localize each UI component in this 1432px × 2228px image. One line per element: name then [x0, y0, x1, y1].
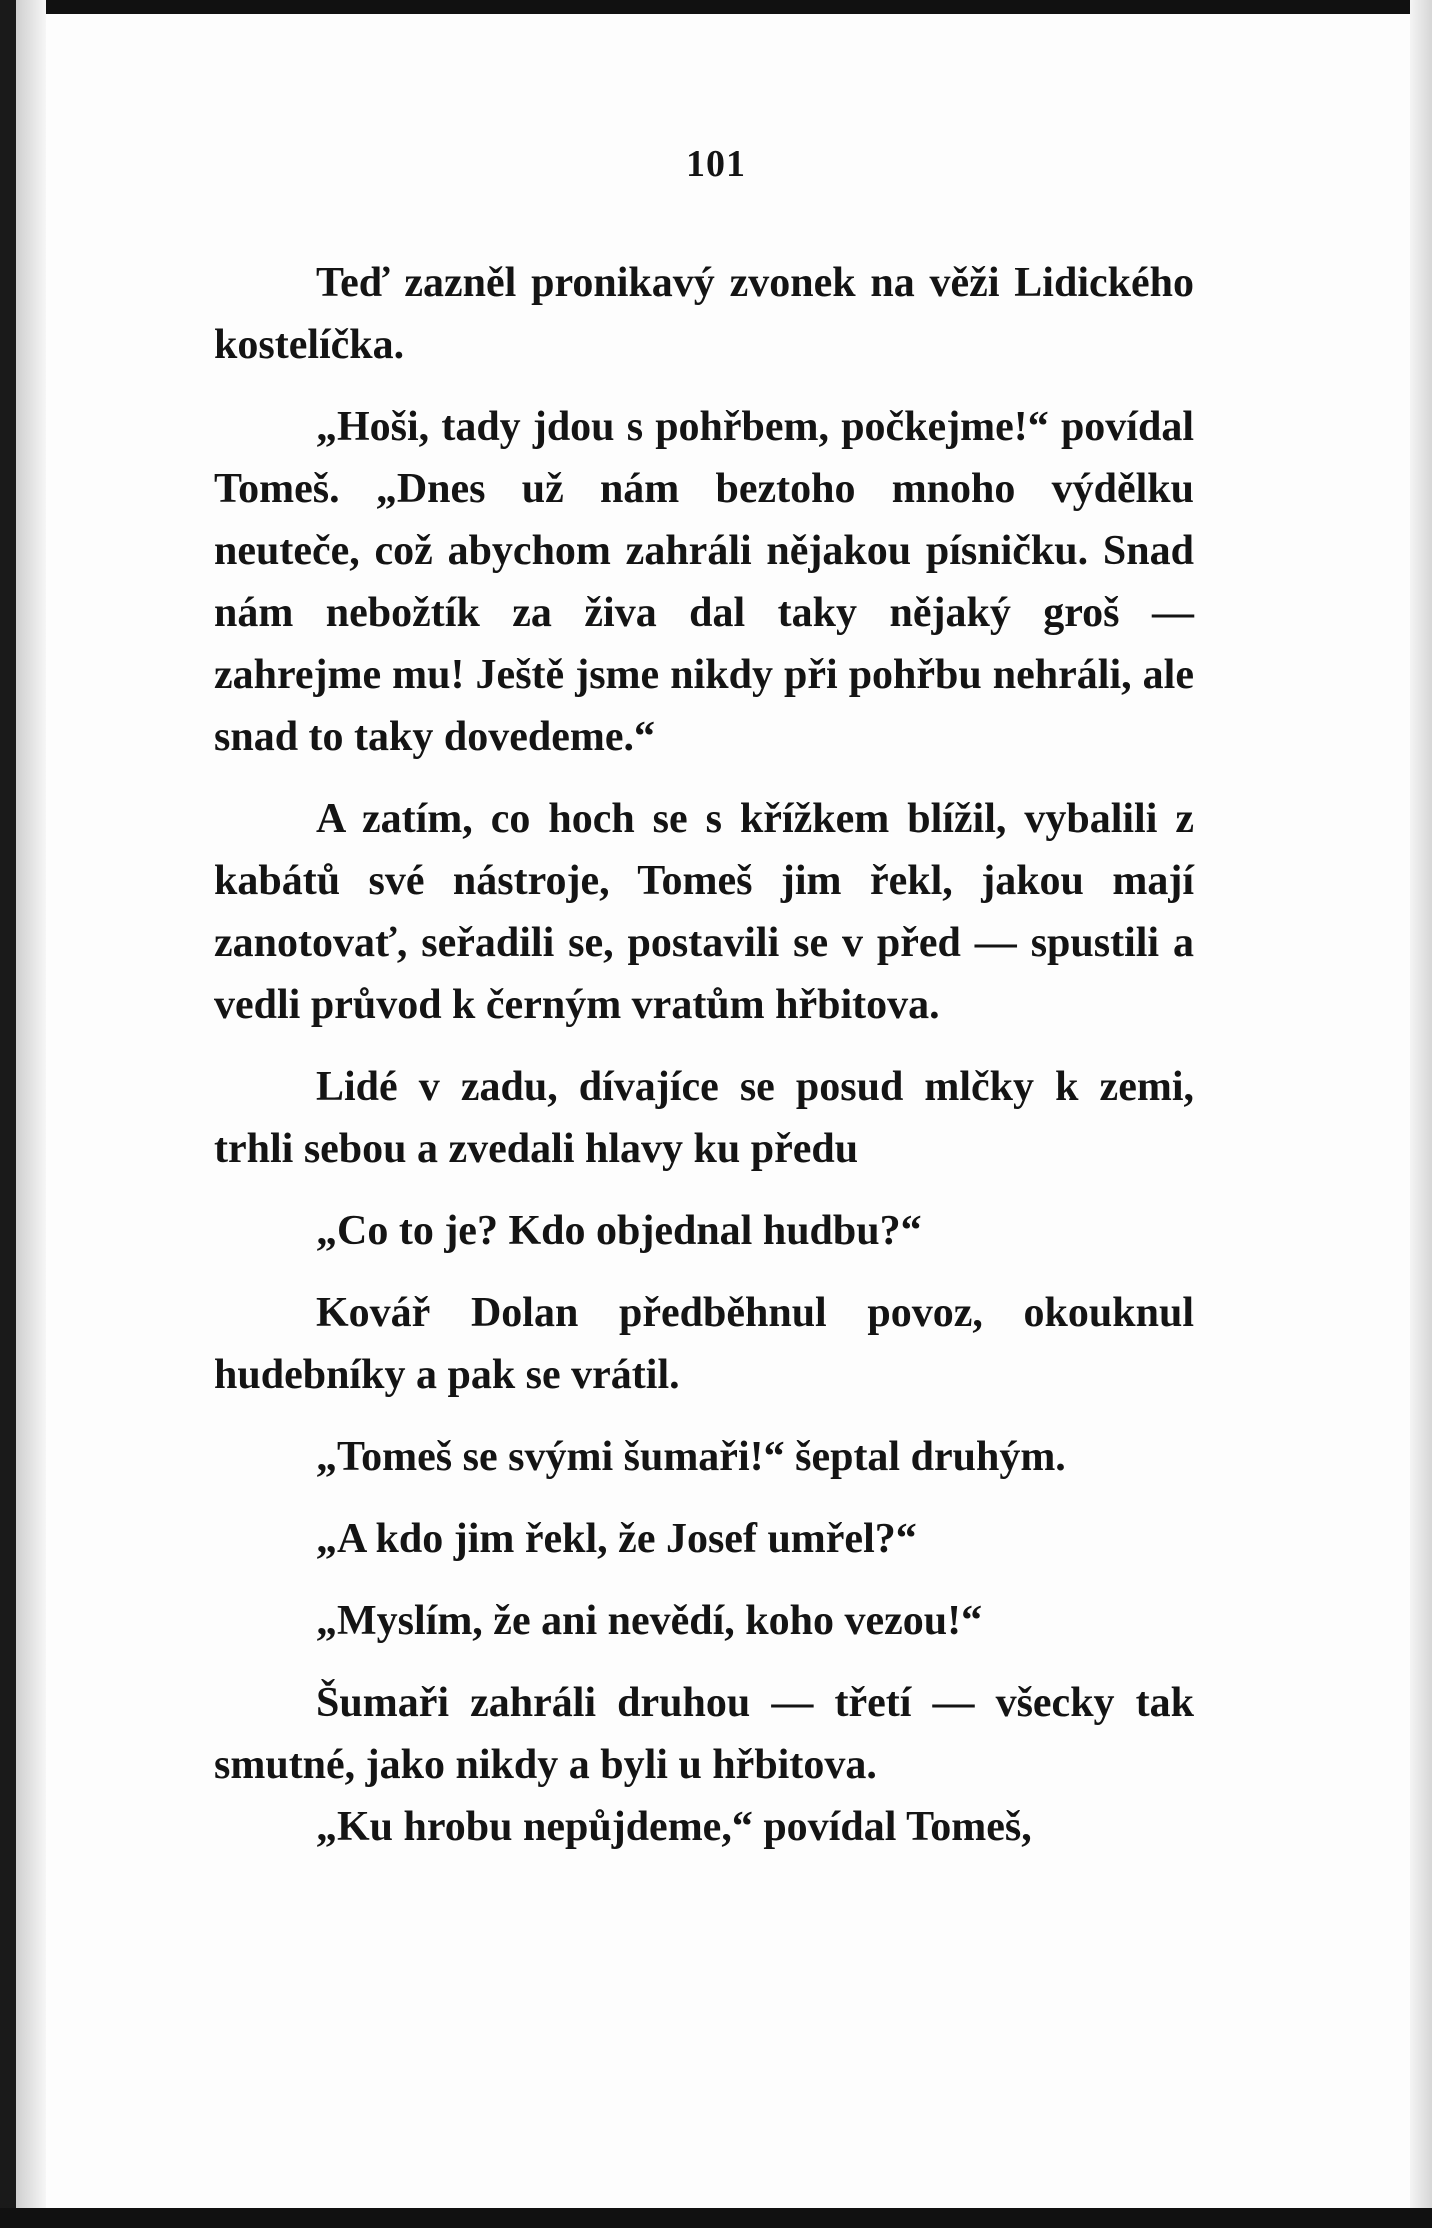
page-number: 101: [686, 143, 746, 185]
paragraph-3: A zatím, co hoch se s křížkem blížil, vybalili z kabátů své nástroje, Tomeš jim řekl, jakou mají zanotovať, seřadili se, postavili se v před — spustili a vedli průvod k černým vratům hřbitova.: [214, 796, 1194, 1028]
paragraph-10: Šumaři zahráli druhou — třetí — všecky tak smutné, jako nikdy a byli u hřbitova.: [214, 1680, 1194, 1788]
paragraph-11: „Ku hrobu nepůjdeme,“ povídal Tomeš,: [316, 1804, 1032, 1850]
scan-edge-right: [1410, 0, 1432, 2228]
paragraph-2: „Hoši, tady jdou s pohřbem, počkejme!“ povídal Tomeš. „Dnes už nám beztoho mnoho výdělku neuteče, což abychom zahráli nějakou písničku. Snad nám nebožtík za živa dal taky nějaký groš — zahrejme mu! Ještě jsme nikdy při pohřbu nehráli, ale snad to taky dovedeme.“: [214, 404, 1194, 760]
body-text: [214, 252, 1194, 1858]
scan-edge-bottom: [0, 2208, 1432, 2228]
page-gutter-shadow: [16, 0, 46, 2228]
paragraph-9: „Myslím, že ani nevědí, koho vezou!“: [316, 1598, 983, 1644]
paragraph-4: Lidé v zadu, dívajíce se posud mlčky k zemi, trhli sebou a zvedali hlavy ku předu: [214, 1064, 1194, 1172]
paragraph-1: Teď zazněl pronikavý zvonek na věži Lidického kostelíčka.: [214, 260, 1194, 368]
scan-edge-top: [0, 0, 1432, 14]
scan-edge-left: [0, 0, 16, 2228]
paragraph-7: „Tomeš se svými šumaři!“ šeptal druhým.: [316, 1434, 1066, 1480]
paragraph-8: „A kdo jim řekl, že Josef umřel?“: [316, 1516, 917, 1562]
paragraph-5: „Co to je? Kdo objednal hudbu?“: [316, 1208, 922, 1254]
paragraph-6: Kovář Dolan předběhnul povoz, okouknul hudebníky a pak se vrátil.: [214, 1290, 1194, 1398]
